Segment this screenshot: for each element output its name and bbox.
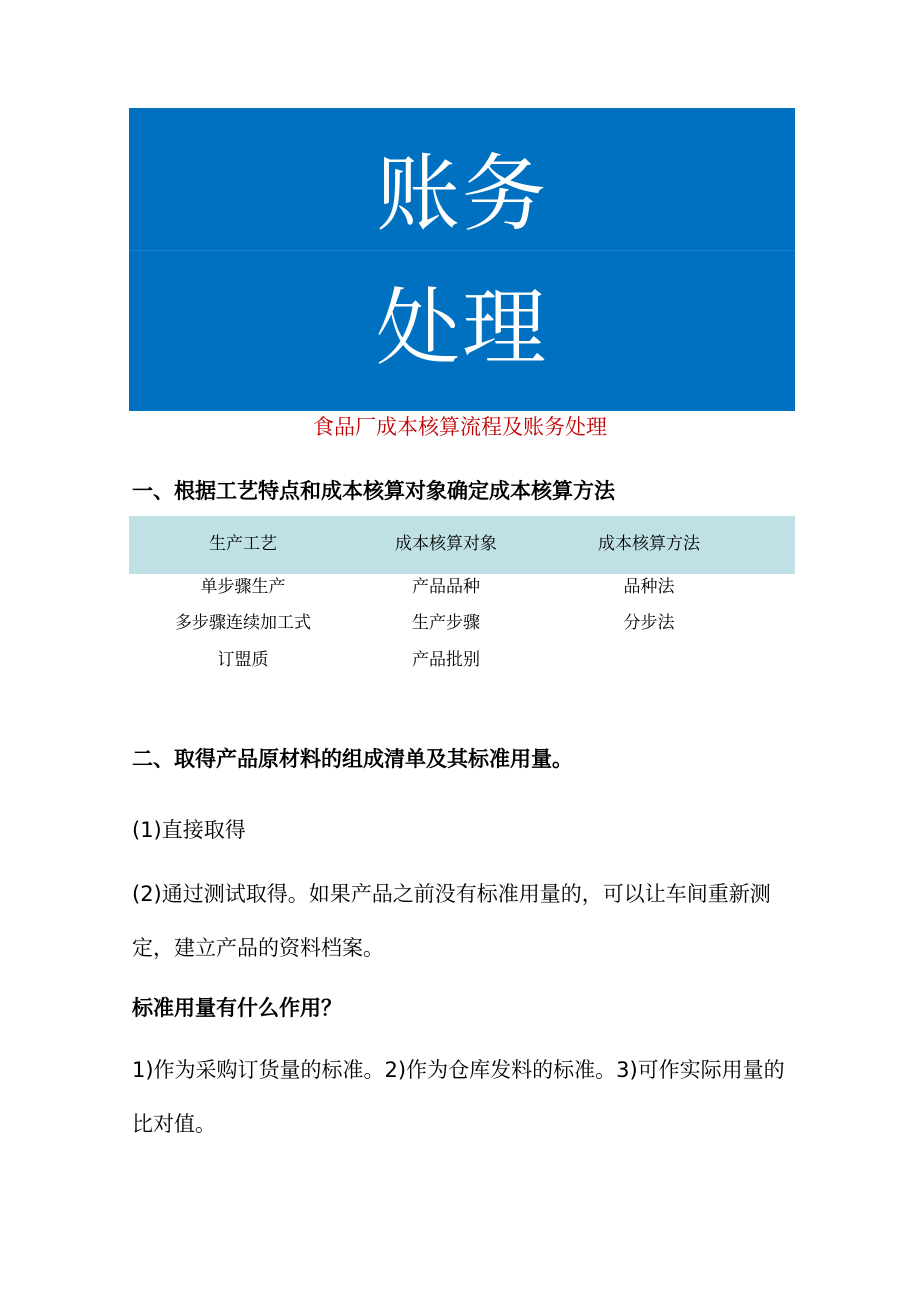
table-header-method: 成本核算方法: [598, 534, 700, 554]
table-cell: 产品批别: [412, 650, 480, 670]
table-cell: 品种法: [623, 577, 675, 597]
table-cell: 订盟质: [217, 650, 269, 670]
banner-title-line-2: 处理: [375, 279, 548, 377]
table-cell: 单步骤生产: [200, 577, 286, 597]
table-cell: 生产步骤: [412, 613, 480, 633]
table-header-object: 成本核算对象: [395, 534, 497, 554]
table-cell: 多步骤连续加工式: [175, 613, 311, 633]
section-1-heading: 一、根据工艺特点和成本核算对象确定成本核算方法: [132, 479, 615, 503]
banner-title-line-1: 账务: [375, 145, 548, 243]
paragraph-direct-acquire: (1)直接取得: [132, 818, 246, 842]
table-header-process: 生产工艺: [209, 534, 277, 554]
paragraph-test-acquire: (2)通过测试取得。如果产品之前没有标准用量的，可以让车间重新测定，建立产品的资料档案。: [132, 882, 771, 960]
banner-divider: [129, 250, 795, 251]
table-cell: 分步法: [623, 613, 675, 633]
section-2-heading: 二、取得产品原材料的组成清单及其标准用量。: [132, 747, 573, 771]
title-banner: [129, 108, 795, 411]
paragraph-answer: 1)作为采购订货量的标准。2)作为仓库发料的标准。3)可作实际用量的比对值。: [132, 1058, 785, 1136]
question-heading: 标准用量有什么作用？: [132, 996, 342, 1020]
document-subtitle: 食品厂成本核算流程及账务处理: [313, 415, 607, 439]
table-cell: 产品品种: [412, 577, 480, 597]
